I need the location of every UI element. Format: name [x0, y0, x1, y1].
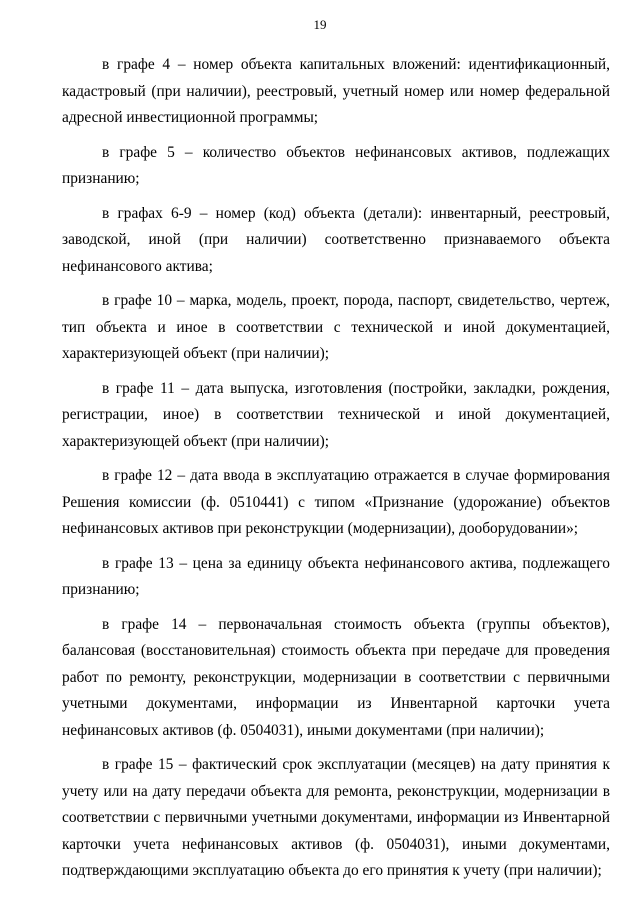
paragraph-column-12: в графе 12 – дата ввода в эксплуатацию отражается в случае формирования Решения комиссии (ф. 0510441) с типом «Признание (удорожание) объектов нефинансовых активов при реконструкции (модернизации), дооборудовании»; [62, 467, 610, 537]
document-body [62, 52, 610, 893]
paragraph-column-13: в графе 13 – цена за единицу объекта нефинансового актива, подлежащего признанию; [62, 554, 610, 598]
paragraph-column-4: в графе 4 – номер объекта капитальных вложений: идентификационный, кадастровый (при наличии), реестровый, учетный номер или номер федеральной адресной инвестиционной программы; [62, 56, 610, 126]
page-number: 19 [313, 17, 327, 32]
paragraph-column-14: в графе 14 – первоначальная стоимость объекта (группы объектов), балансовая (восстановительная) стоимость объекта при передаче для проведения работ по ремонту, реконструкции, модернизации в соответствии с первичными учетными документами, информации из Инвентарной карточки учета нефинансовых активов (ф. 0504031), иными документами (при наличии); [62, 615, 610, 739]
paragraph-columns-6-9: в графах 6-9 – номер (код) объекта (детали): инвентарный, реестровый, заводской, иной (при наличии) соответственно признаваемого объекта нефинансового актива; [62, 204, 610, 275]
paragraph-column-11: в графе 11 – дата выпуска, изготовления (постройки, закладки, рождения, регистрации, иное) в соответствии технической и иной документацией, характеризующей объект (при наличии); [62, 379, 610, 450]
paragraph-column-5: в графе 5 – количество объектов нефинансовых активов, подлежащих признанию; [62, 143, 610, 187]
paragraph-column-10: в графе 10 – марка, модель, проект, порода, паспорт, свидетельство, чертеж, тип объекта и иное в соответствии с технической и иной документацией, характеризующей объект (при наличии); [62, 292, 610, 362]
paragraph-column-15: в графе 15 – фактический срок эксплуатации (месяцев) на дату принятия к учету или на дату передачи объекта для ремонта, реконструкции, модернизации в соответствии с первичными учетными документами, информации из Инвентарной карточки учета нефинансовых активов (ф. 0504031), иными документами, подтверждающими эксплуатацию объекта до его принятия к учету (при наличии); [62, 756, 610, 879]
